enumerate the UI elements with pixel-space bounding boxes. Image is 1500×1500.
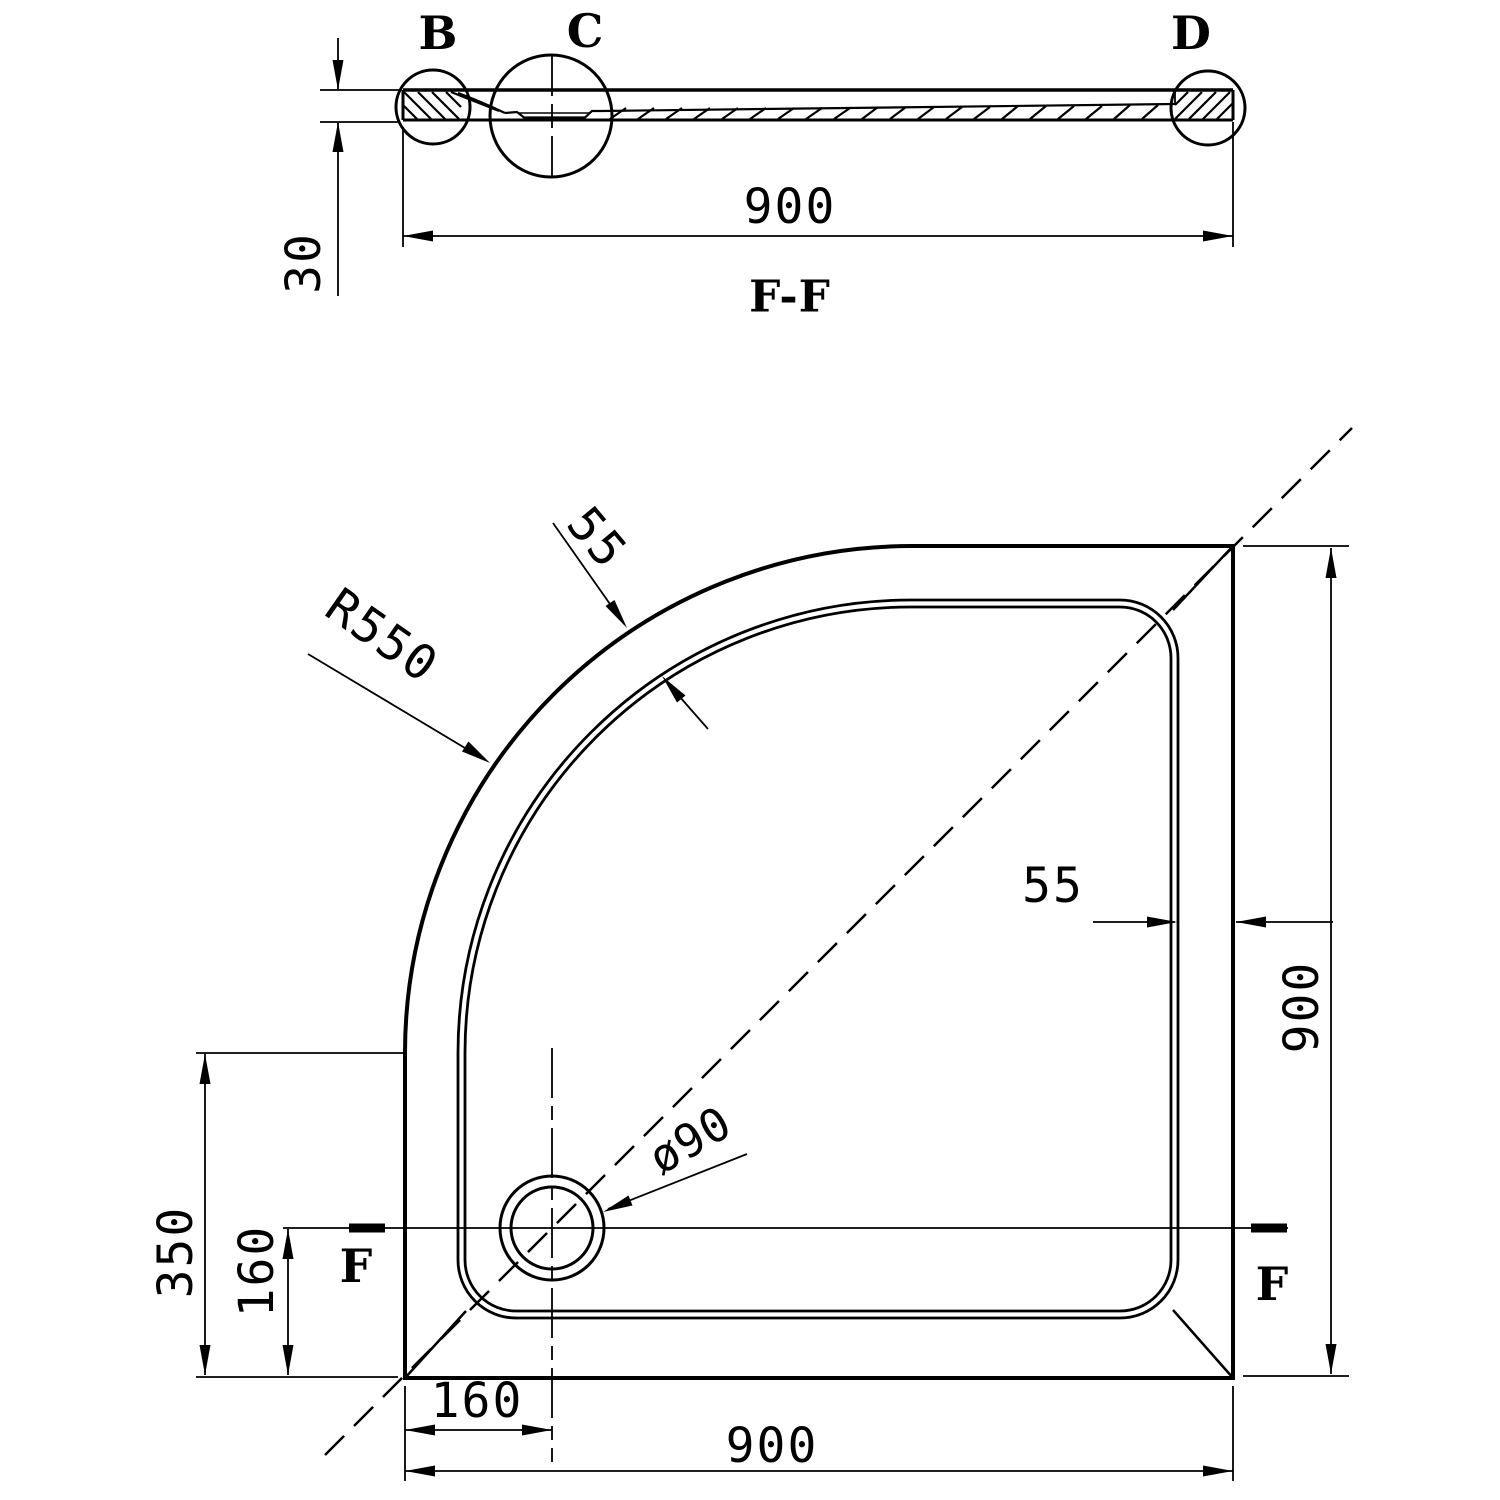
arrowhead bbox=[403, 231, 433, 242]
dim-arc-start bbox=[196, 1053, 403, 1377]
arrowhead bbox=[1326, 1344, 1337, 1374]
section-rim-slope bbox=[451, 92, 505, 113]
section-title: F-F bbox=[749, 271, 831, 323]
arrowhead bbox=[603, 1196, 633, 1213]
section-marker-left: F bbox=[339, 1239, 373, 1293]
dim-section-width-value: 900 bbox=[743, 179, 837, 235]
detail-label-d: D bbox=[1171, 6, 1211, 60]
section-floor-surface bbox=[601, 104, 1175, 111]
arrowhead bbox=[405, 1466, 435, 1477]
arrowhead bbox=[333, 122, 344, 152]
dim-rim-right-value: 55 bbox=[1022, 858, 1084, 914]
detail-label-b: B bbox=[418, 6, 458, 60]
dim-section-thickness-value: 30 bbox=[276, 232, 332, 294]
plan-rim-inner-line bbox=[465, 607, 1171, 1311]
arrowhead bbox=[462, 742, 490, 764]
dim-radius-value: R550 bbox=[315, 577, 449, 695]
section-hatch-right-block bbox=[1175, 92, 1233, 119]
dim-drain-offset-x-value: 160 bbox=[430, 1373, 524, 1429]
dim-rim-right bbox=[1093, 917, 1333, 928]
arrowhead bbox=[606, 600, 628, 628]
arrowhead bbox=[333, 60, 344, 90]
detail-circle-c bbox=[490, 55, 612, 177]
arrowhead bbox=[200, 1345, 211, 1375]
detail-label-c: C bbox=[566, 4, 604, 58]
dim-plan-height-value: 900 bbox=[1274, 960, 1330, 1054]
arrowhead bbox=[283, 1345, 294, 1375]
dim-drain-diameter-value: ø90 bbox=[639, 1095, 741, 1185]
section-marker-right: F bbox=[1255, 1257, 1289, 1311]
arrowhead bbox=[522, 1425, 552, 1436]
plan-rim-outer-line bbox=[458, 600, 1178, 1318]
section-drain-recess bbox=[505, 111, 601, 118]
plan-view bbox=[196, 428, 1352, 1481]
dim-drain-offset-y-value: 160 bbox=[229, 1224, 285, 1318]
arrowhead bbox=[1236, 917, 1266, 928]
section-view bbox=[320, 38, 1245, 296]
arrowhead bbox=[1147, 917, 1177, 928]
section-hatch-left bbox=[404, 92, 461, 119]
dim-plan-width-value: 900 bbox=[725, 1418, 819, 1474]
arrowhead bbox=[1326, 548, 1337, 578]
arrowhead bbox=[200, 1054, 211, 1084]
arrowhead bbox=[1203, 231, 1233, 242]
dim-rim-diagonal-value: 55 bbox=[555, 496, 639, 580]
dim-arc-start-value: 350 bbox=[148, 1205, 204, 1299]
arrowhead bbox=[1203, 1466, 1233, 1477]
